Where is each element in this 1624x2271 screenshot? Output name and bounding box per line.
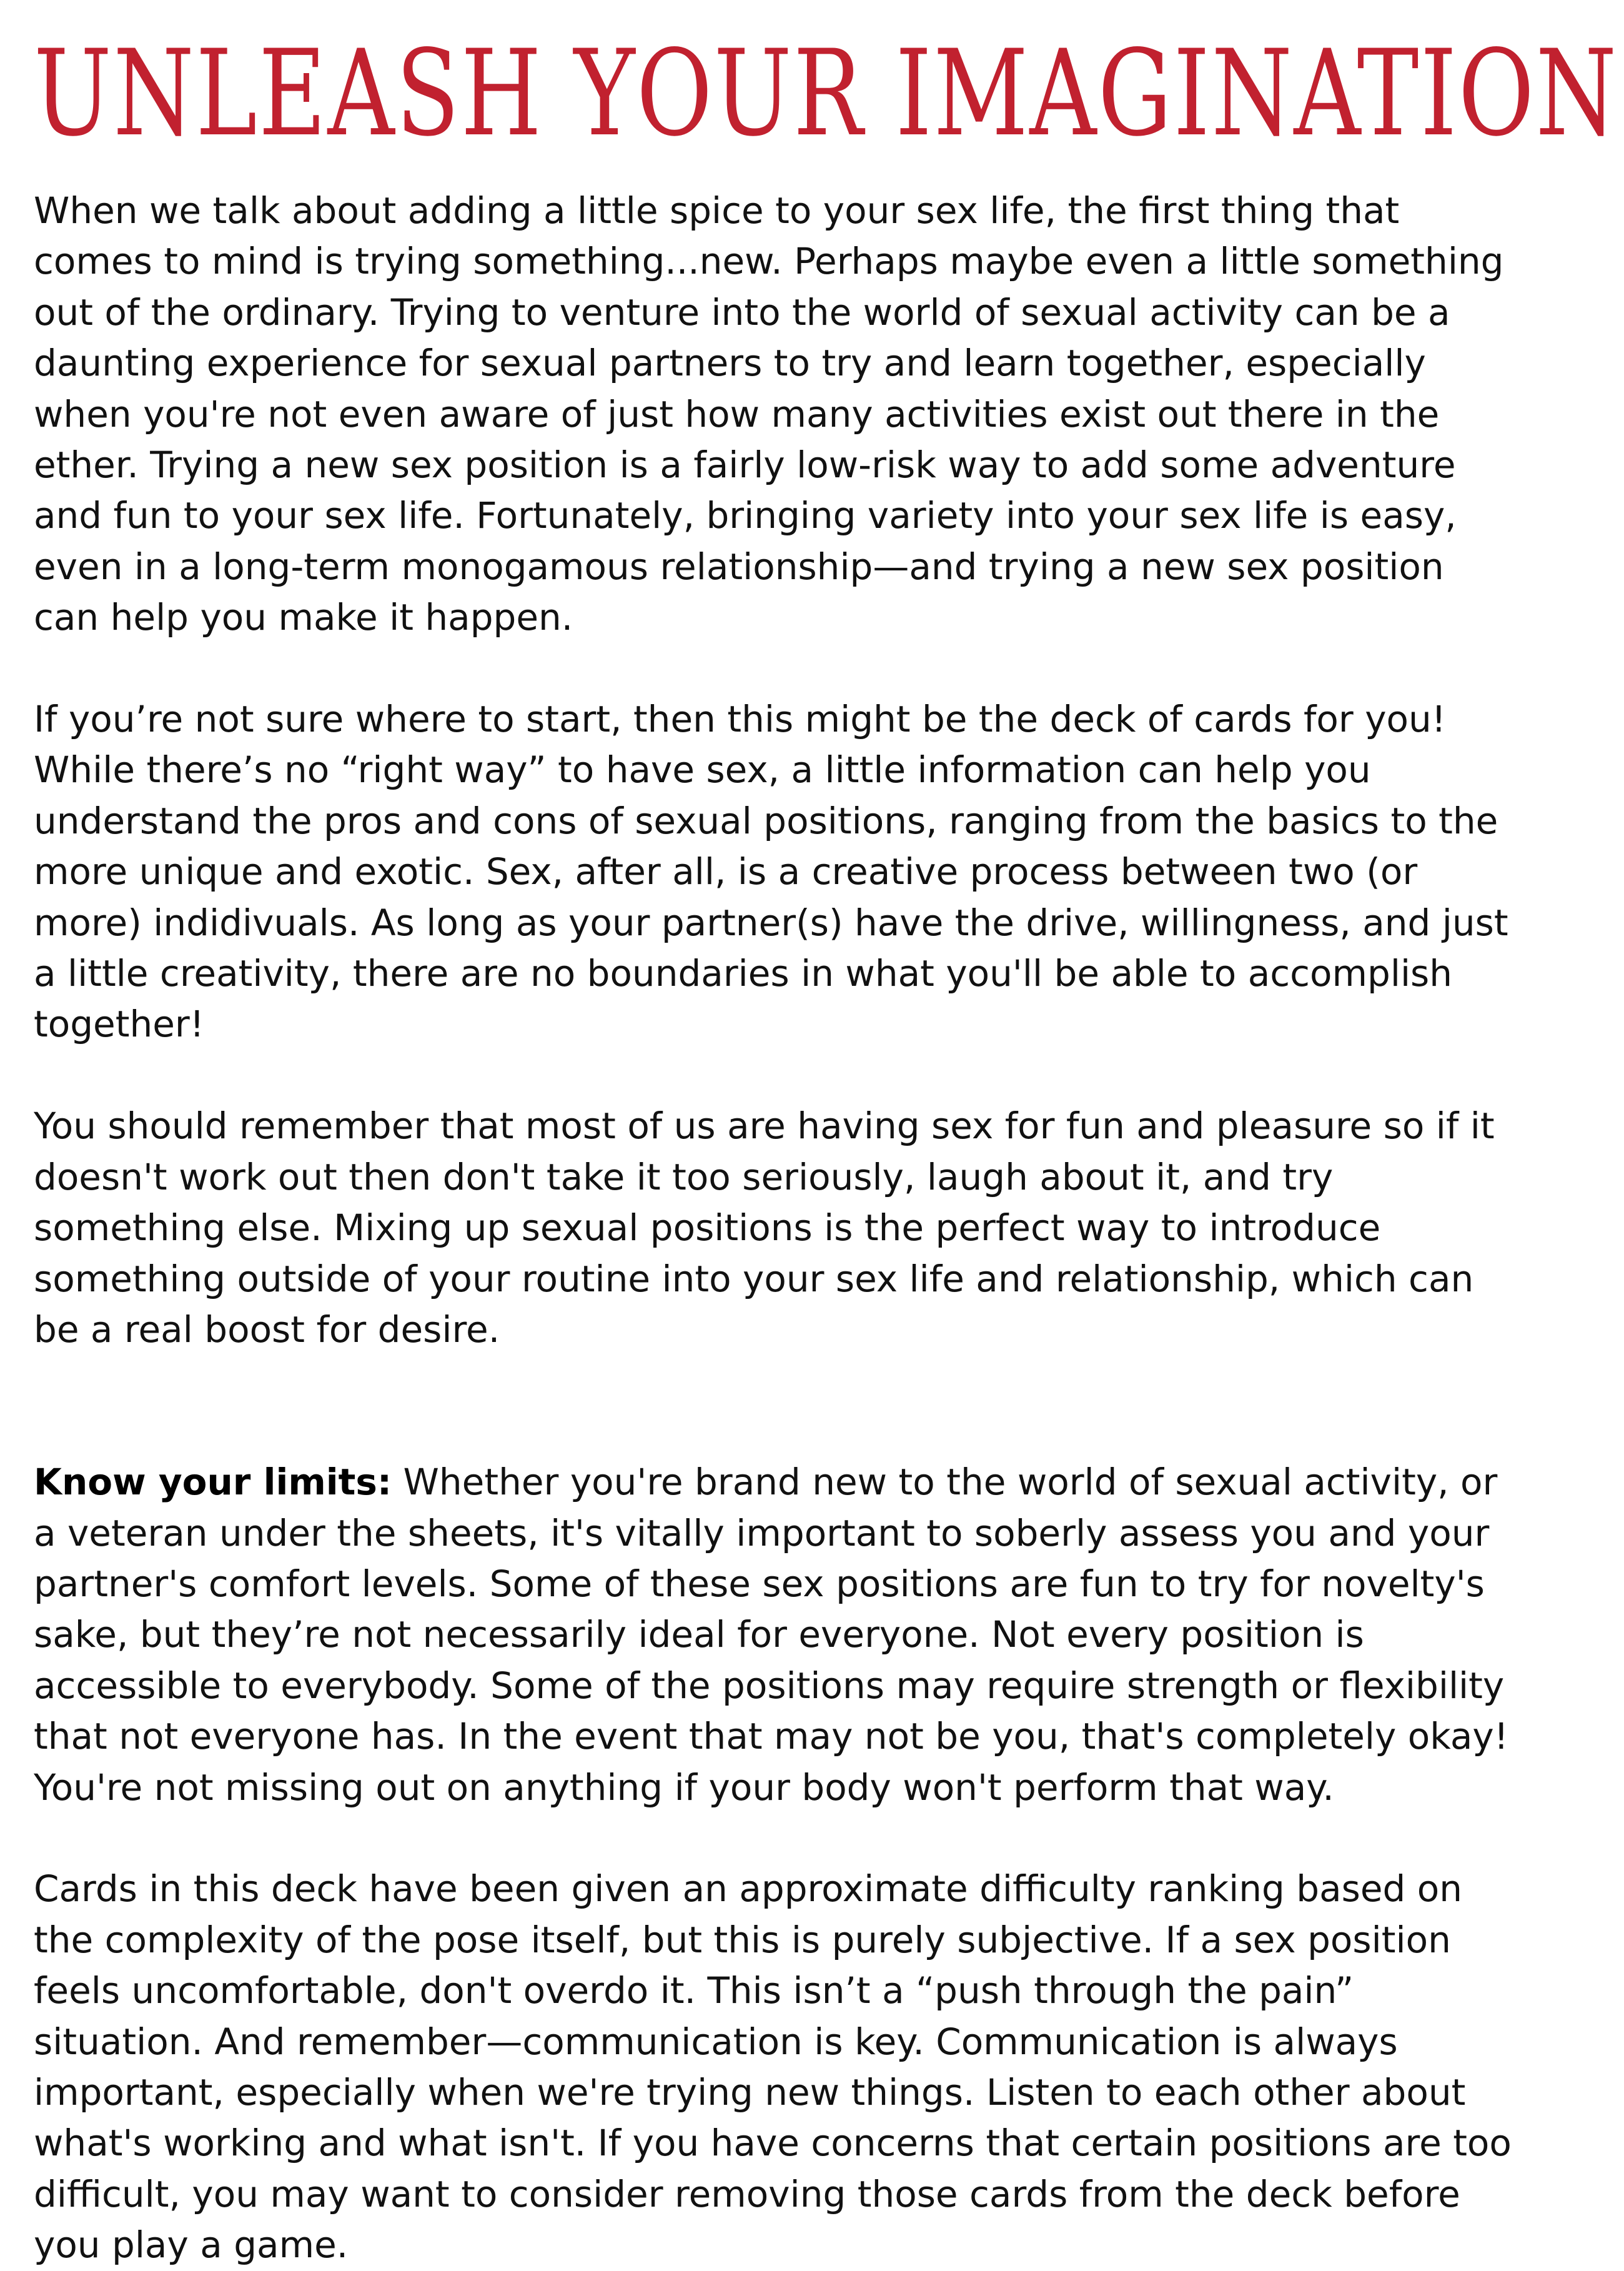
paragraph-spacer	[34, 644, 1520, 694]
limits-label: Know your limits:	[34, 1461, 392, 1504]
limits-paragraph	[34, 1457, 1520, 1813]
paragraph-spacer	[34, 1813, 1520, 1864]
section-spacer	[34, 1355, 1520, 1457]
remember-paragraph: You should remember that most of us are having sex for fun and pleasure so if it doesn't work out then don't take it too seriously, laugh about it, and try something else. Mixing up sexual positions is the perfect way to introduce something outside of your routine into your sex life and relationship, which can be a real boost for desire.	[34, 1105, 1495, 1351]
start-paragraph: If you’re not sure where to start, then this might be the deck of cards for you! While there’s no “right way” to have sex, a little information can help you understand the pros and cons of sexual positions, ranging from the basics to the more unique and exotic. Sex, after all, is a creative process between two (or more) indidivuals. As long as your partner(s) have the drive, willingness, and just a little creativity, there are no boundaries in what you'll be able to accomplish together!	[34, 698, 1508, 1046]
page-title: UNLEASH YOUR IMAGINATION	[34, 24, 1618, 162]
paragraph-spacer	[34, 1050, 1520, 1101]
body-text	[34, 186, 1520, 2271]
cards-paragraph: Cards in this deck have been given an approximate difficulty ranking based on the complexity of the pose itself, but this is purely subjective. If a sex position feels uncomfortable, don't overdo it. This isn’t a “push through the pain” situation. And remember—communication is key. Communication is always important, especially when we're trying new things. Listen to each other about what's working and what isn't. If you have concerns that certain positions are too difficult, you may want to consider removing those cards from the deck before you play a game.	[34, 1867, 1512, 2267]
limits-text: Whether you're brand new to the world of sexual activity, or a veteran under the sheets, it's vitally important to soberly assess you and your partner's comfort levels. Some of these sex positions are fun to try for novelty's sake, but they’re not necessarily ideal for everyone. Not every position is accessible to everybody. Some of the positions may require strength or flexibility that not everyone has. In the event that may not be you, that's completely okay! You're not missing out on anything if your body won't perform that way.	[34, 1461, 1508, 1809]
intro-paragraph: When we talk about adding a little spice to your sex life, the first thing that comes to mind is trying something...new. Perhaps maybe even a little something out of the ordinary. Trying to venture into the world of sexual activity can be a daunting experience for sexual partners to try and learn together, especially when you're not even aware of just how many activities exist out there in the ether. Trying a new sex position is a fairly low-risk way to add some adventure and fun to your sex life. Fortunately, bringing variety into your sex life is easy, even in a long-term monogamous relationship—and trying a new sex position can help you make it happen.	[34, 189, 1504, 639]
